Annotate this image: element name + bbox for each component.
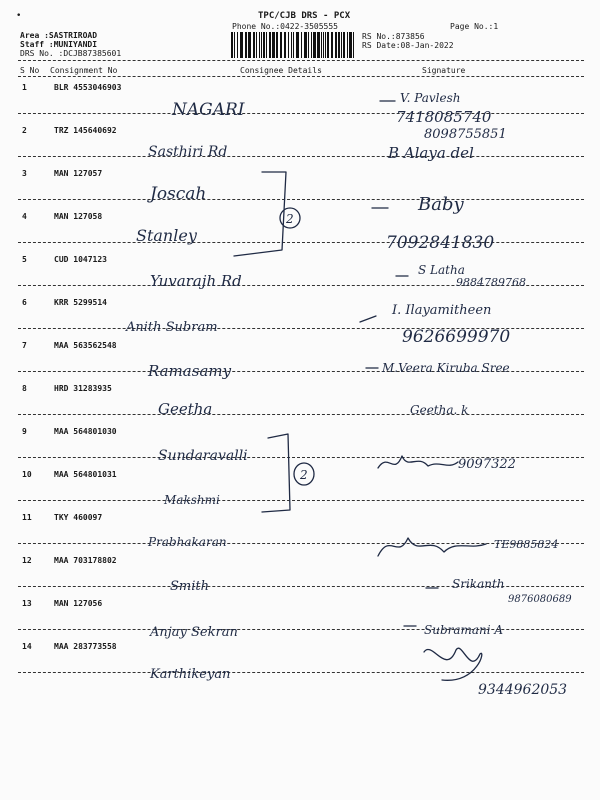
group-mark: 2 — [300, 468, 308, 482]
serial-number: 7 — [22, 341, 27, 350]
handwritten-consignee: Anjay Sekran — [150, 625, 238, 640]
handwritten-consignee: Makshmi — [164, 493, 220, 507]
handwritten-consignee: Karthikeyan — [150, 667, 231, 682]
consignment-number: TRZ 145640692 — [54, 126, 117, 135]
phone-number: Phone No.:0422-3505555 — [232, 22, 338, 31]
handwritten-consignee: NAGARI — [172, 100, 245, 120]
rs-date: RS Date:08-Jan-2022 — [362, 41, 454, 50]
signature-phone: 9876080689 — [508, 594, 572, 605]
signature-scribble-icon — [378, 456, 458, 468]
staff-label: Staff :MUNIYANDI — [20, 40, 98, 49]
drs-number: DRS No. :DCJB87385601 — [20, 49, 122, 58]
handwritten-consignee: Joscah — [150, 184, 207, 204]
signature-phone: 7092841830 — [386, 233, 495, 253]
page-title: TPC/CJB DRS - PCX — [258, 11, 351, 21]
group-bracket-icon — [234, 172, 286, 256]
col-consignment-no: Consignment No — [50, 66, 118, 75]
handwritten-consignee: Stanley — [136, 226, 197, 245]
group-mark: 2 — [286, 212, 294, 226]
consignment-number: TKY 460097 — [54, 513, 103, 522]
corner-mark-icon: • — [16, 11, 22, 21]
signature: Subramani A — [424, 623, 504, 637]
signature-phone: 9097322 — [458, 457, 516, 472]
consignment-number: CUD 1047123 — [54, 255, 107, 264]
col-signature: Signature — [422, 66, 466, 75]
rs-number: RS No.:873856 — [362, 32, 425, 41]
signature-phone: 9884789768 — [456, 276, 526, 289]
consignment-number: MAN 127057 — [54, 169, 103, 178]
signature-phone: 9344962053 — [478, 682, 568, 698]
signature: B Alaya del — [388, 144, 474, 162]
serial-number: 1 — [22, 83, 27, 92]
signature: S Latha — [418, 263, 465, 277]
consignment-number: MAA 564801031 — [54, 470, 117, 479]
serial-number: 6 — [22, 298, 27, 307]
signature: Geetha. k — [410, 403, 469, 417]
signature: Srikanth — [452, 577, 505, 591]
consignment-number: KRR 5299514 — [54, 298, 107, 307]
serial-number: 3 — [22, 169, 27, 178]
handwritten-consignee: Sasthiri Rd — [148, 144, 228, 160]
serial-number: 12 — [22, 556, 32, 565]
handwritten-consignee: Sundaravalli — [158, 448, 248, 464]
dash-mark-icon — [360, 316, 376, 322]
col-sno: S No — [20, 66, 40, 75]
signature: Baby — [418, 194, 464, 215]
serial-number: 14 — [22, 642, 32, 651]
page-number: Page No.:1 — [450, 22, 499, 31]
serial-number: 2 — [22, 126, 27, 135]
serial-number: 8 — [22, 384, 27, 393]
serial-number: 11 — [22, 513, 32, 522]
col-consignee-details: Consignee Details — [240, 66, 322, 75]
consignment-number: MAA 563562548 — [54, 341, 117, 350]
consignment-number: MAA 703178802 — [54, 556, 117, 565]
handwritten-consignee: Prabhakaran — [148, 535, 227, 549]
signature: M.Veera Kiruba Sree — [382, 361, 510, 375]
serial-number: 4 — [22, 212, 27, 221]
consignment-number: MAA 283773558 — [54, 642, 117, 651]
consignment-number: MAN 127058 — [54, 212, 103, 221]
consignment-number: MAA 564801030 — [54, 427, 117, 436]
serial-number: 10 — [22, 470, 32, 479]
group-bracket-icon — [262, 434, 290, 512]
handwritten-consignee: Yuvarajh Rd — [150, 272, 242, 290]
handwritten-consignee: Anith Subram — [126, 320, 218, 335]
signature: V. Pavlesh — [400, 91, 461, 105]
signature-phone: 7418085740 — [396, 108, 492, 126]
consignment-number: MAN 127056 — [54, 599, 103, 608]
serial-number: 9 — [22, 427, 27, 436]
handwritten-consignee: Smith — [170, 579, 209, 594]
signature-phone: 8098755851 — [424, 127, 507, 142]
handwritten-consignee: Geetha — [158, 400, 213, 418]
handwritten-consignee: Ramasamy — [148, 362, 232, 380]
serial-number: 5 — [22, 255, 27, 264]
serial-number: 13 — [22, 599, 32, 608]
signature-phone: TE9885824 — [494, 538, 559, 551]
area-label: Area :SASTRIROAD — [20, 31, 98, 40]
consignment-number: HRD 31283935 — [54, 384, 112, 393]
signature-phone: 9626699970 — [402, 327, 511, 347]
consignment-number: BLR 4553046903 — [54, 83, 122, 92]
signature: I. Ilayamitheen — [392, 303, 492, 318]
signature-scribble-icon — [378, 538, 486, 556]
signature-scribble-icon — [424, 648, 482, 680]
